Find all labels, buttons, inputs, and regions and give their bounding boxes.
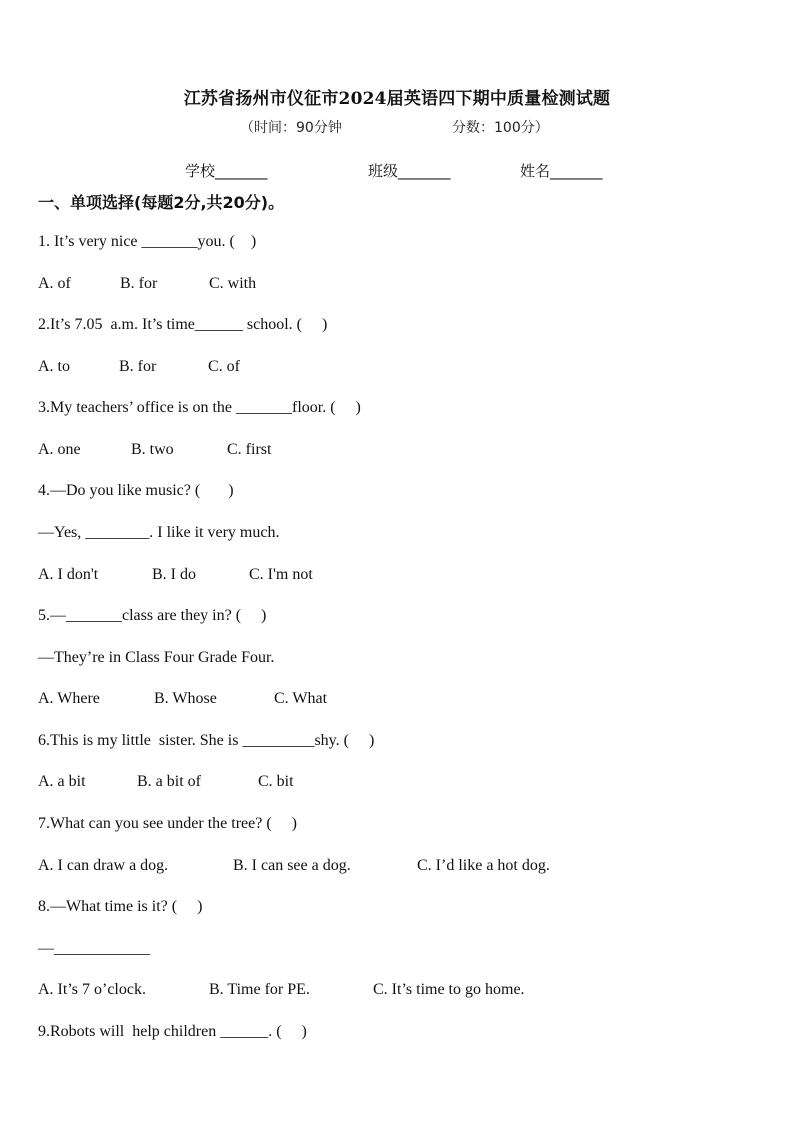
option-a: A. to [38,358,70,375]
question-2: 2.It’s 7.05 a.m. It’s time______ school. ( ) [38,316,328,333]
question-5: 5.—_______class are they in? ( ) [38,607,267,624]
question-4-reply: —Yes, ________. I like it very much. [38,524,280,541]
option-b: B. I do [152,566,196,583]
option-a: A. It’s 7 o’clock. [38,981,146,998]
option-c: C. I'm not [249,566,313,583]
school-field: 学校_______ [185,162,268,180]
option-c: C. What [274,690,328,707]
page-title: 江苏省扬州市仪征市2024届英语四下期中质量检测试题 [183,89,611,109]
class-field: 班级_______ [368,162,451,180]
option-a: A. of [38,275,71,292]
question-7: 7.What can you see under the tree? ( ) [38,815,297,832]
option-c: C. with [209,275,257,292]
exam-score: 分数：100分） [452,120,549,136]
option-a: A. one [38,441,81,458]
exam-time: （时间：90分钟 [240,120,342,136]
option-b: B. a bit of [137,773,201,790]
question-3: 3.My teachers’ office is on the _______floor. ( ) [38,399,361,416]
name-field: 姓名_______ [520,162,603,180]
question-8-reply: —____________ [38,940,150,957]
option-a: A. I don't [38,566,99,583]
option-b: B. Whose [154,690,217,707]
question-5-reply: —They’re in Class Four Grade Four. [38,649,275,666]
question-1: 1. It’s very nice _______you. ( ) [38,233,257,250]
option-a: A. a bit [38,773,86,790]
question-9: 9.Robots will help children ______. ( ) [38,1023,307,1040]
question-8: 8.—What time is it? ( ) [38,898,203,915]
question-6: 6.This is my little sister. She is _________shy. ( ) [38,732,375,749]
option-b: B. two [131,441,174,458]
option-c: C. first [227,441,272,458]
option-b: B. for [119,358,157,375]
option-c: C. of [208,358,240,375]
section-heading: 一、单项选择(每题2分,共20分)。 [38,193,285,212]
option-b: B. for [120,275,158,292]
option-a: A. Where [38,690,100,707]
option-c: C. bit [258,773,294,790]
question-4: 4.—Do you like music? ( ) [38,482,234,499]
option-b: B. Time for PE. [209,981,310,998]
option-c: C. It’s time to go home. [373,981,525,998]
option-c: C. I’d like a hot dog. [417,857,550,874]
option-b: B. I can see a dog. [233,857,351,874]
option-a: A. I can draw a dog. [38,857,169,874]
